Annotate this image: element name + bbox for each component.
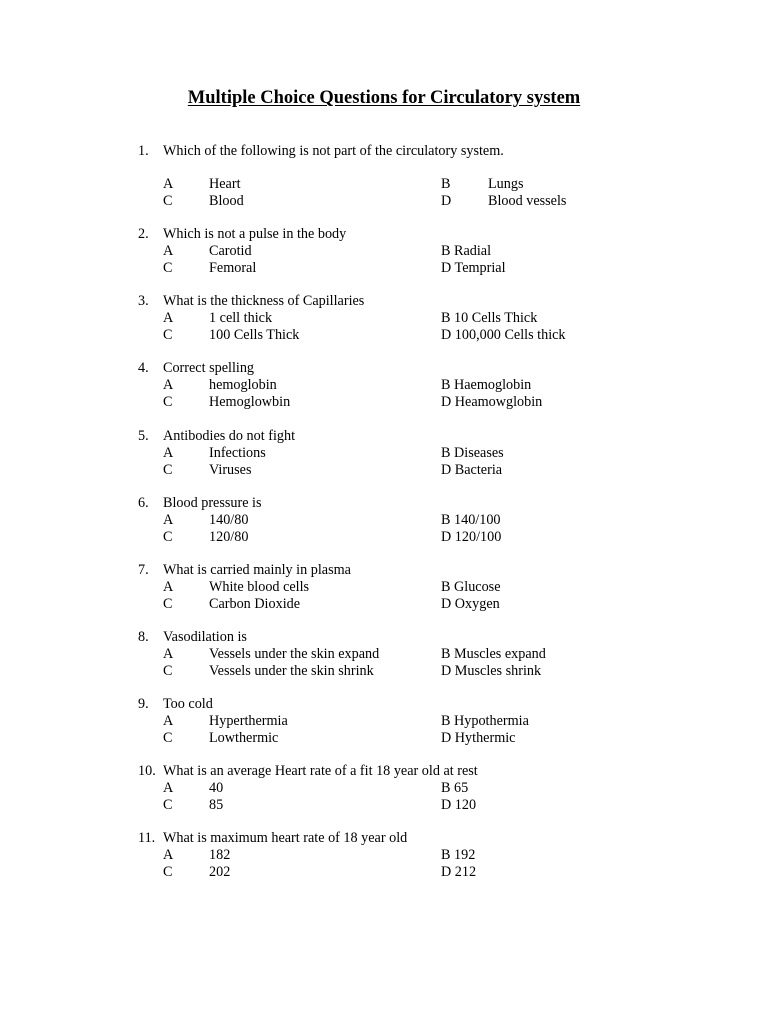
option-d: D 120 (441, 797, 477, 813)
option-b: B 10 Cells Thick (441, 310, 538, 326)
option-a-text: Infections (209, 445, 266, 461)
question-text: What is carried mainly in plasma (163, 562, 351, 578)
question-number: 11. (138, 830, 156, 846)
question-5 (0, 428, 768, 479)
option-a-letter: A (163, 243, 174, 259)
option-a-letter: A (163, 512, 174, 528)
option-a-letter: A (163, 310, 174, 326)
option-c-text: Hemoglowbin (209, 394, 291, 410)
option-c-letter: C (163, 596, 173, 612)
question-9 (0, 696, 768, 747)
option-a-text: 40 (209, 780, 224, 796)
option-c-letter: C (163, 529, 173, 545)
question-number: 9. (138, 696, 149, 712)
question-text: Too cold (163, 696, 213, 712)
option-d: D Oxygen (441, 596, 500, 612)
page-title: Multiple Choice Questions for Circulatory system (187, 88, 581, 108)
option-c-text: Femoral (209, 260, 257, 276)
question-text: Correct spelling (163, 360, 255, 376)
option-a-letter: A (163, 780, 174, 796)
option-c-text: Vessels under the skin shrink (209, 663, 374, 679)
option-a-text: Heart (209, 176, 241, 192)
option-a-letter: A (163, 847, 174, 863)
option-c-text: Viruses (209, 462, 252, 478)
option-b-text: Lungs (488, 176, 524, 192)
question-text: What is an average Heart rate of a fit 18 year old at rest (163, 763, 478, 779)
question-text: Which of the following is not part of the circulatory system. (163, 143, 504, 159)
option-a-text: Hyperthermia (209, 713, 288, 729)
option-a-text: 140/80 (209, 512, 249, 528)
question-number: 6. (138, 495, 149, 511)
option-c-letter: C (163, 260, 173, 276)
option-d: D Heamowglobin (441, 394, 543, 410)
question-number: 4. (138, 360, 149, 376)
question-text: What is maximum heart rate of 18 year old (163, 830, 408, 846)
question-6 (0, 495, 768, 546)
option-b-letter: B (441, 176, 451, 192)
option-b: B 192 (441, 847, 476, 863)
option-c-letter: C (163, 663, 173, 679)
option-b: B Hypothermia (441, 713, 529, 729)
option-c-text: Carbon Dioxide (209, 596, 301, 612)
option-a-letter: A (163, 176, 174, 192)
option-d: D 100,000 Cells thick (441, 327, 566, 343)
option-a-letter: A (163, 445, 174, 461)
question-7 (0, 562, 768, 613)
question-text: Blood pressure is (163, 495, 262, 511)
option-d-letter: D (441, 193, 452, 209)
option-c-text: Blood (209, 193, 244, 209)
question-number: 2. (138, 226, 149, 242)
question-text: What is the thickness of Capillaries (163, 293, 365, 309)
option-c-letter: C (163, 864, 173, 880)
option-a-text: 1 cell thick (209, 310, 273, 326)
option-a-text: Carotid (209, 243, 252, 259)
option-c-letter: C (163, 193, 173, 209)
option-c-text: 85 (209, 797, 224, 813)
option-a-text: White blood cells (209, 579, 310, 595)
option-c-letter: C (163, 394, 173, 410)
question-number: 1. (138, 143, 149, 159)
option-d: D Temprial (441, 260, 506, 276)
option-c-text: Lowthermic (209, 730, 279, 746)
option-b: B Radial (441, 243, 492, 259)
option-a-text: Vessels under the skin expand (209, 646, 380, 662)
option-b: B Haemoglobin (441, 377, 532, 393)
question-text: Vasodilation is (163, 629, 247, 645)
question-number: 5. (138, 428, 149, 444)
option-d: D Muscles shrink (441, 663, 542, 679)
option-d-text: Blood vessels (488, 193, 567, 209)
option-c-letter: C (163, 462, 173, 478)
question-8 (0, 629, 768, 680)
option-d: D 120/100 (441, 529, 502, 545)
option-c-letter: C (163, 797, 173, 813)
question-number: 3. (138, 293, 149, 309)
option-a-letter: A (163, 579, 174, 595)
option-d: D 212 (441, 864, 477, 880)
option-a-letter: A (163, 646, 174, 662)
question-4 (0, 360, 768, 411)
question-11 (0, 830, 768, 881)
question-1 (0, 143, 768, 210)
question-3 (0, 293, 768, 344)
option-a-text: 182 (209, 847, 231, 863)
option-a-text: hemoglobin (209, 377, 277, 393)
option-d: D Hythermic (441, 730, 516, 746)
question-10 (0, 763, 768, 814)
question-number: 10. (138, 763, 156, 779)
option-a-letter: A (163, 713, 174, 729)
option-c-text: 120/80 (209, 529, 249, 545)
question-text: Which is not a pulse in the body (163, 226, 347, 242)
option-b: B Glucose (441, 579, 501, 595)
question-number: 8. (138, 629, 149, 645)
option-c-text: 202 (209, 864, 231, 880)
option-b: B Muscles expand (441, 646, 546, 662)
question-2 (0, 226, 768, 277)
option-a-letter: A (163, 377, 174, 393)
question-text: Antibodies do not fight (163, 428, 296, 444)
option-c-text: 100 Cells Thick (209, 327, 300, 343)
option-b: B 65 (441, 780, 469, 796)
option-c-letter: C (163, 730, 173, 746)
question-number: 7. (138, 562, 149, 578)
option-b: B 140/100 (441, 512, 501, 528)
option-b: B Diseases (441, 445, 504, 461)
option-c-letter: C (163, 327, 173, 343)
option-d: D Bacteria (441, 462, 503, 478)
